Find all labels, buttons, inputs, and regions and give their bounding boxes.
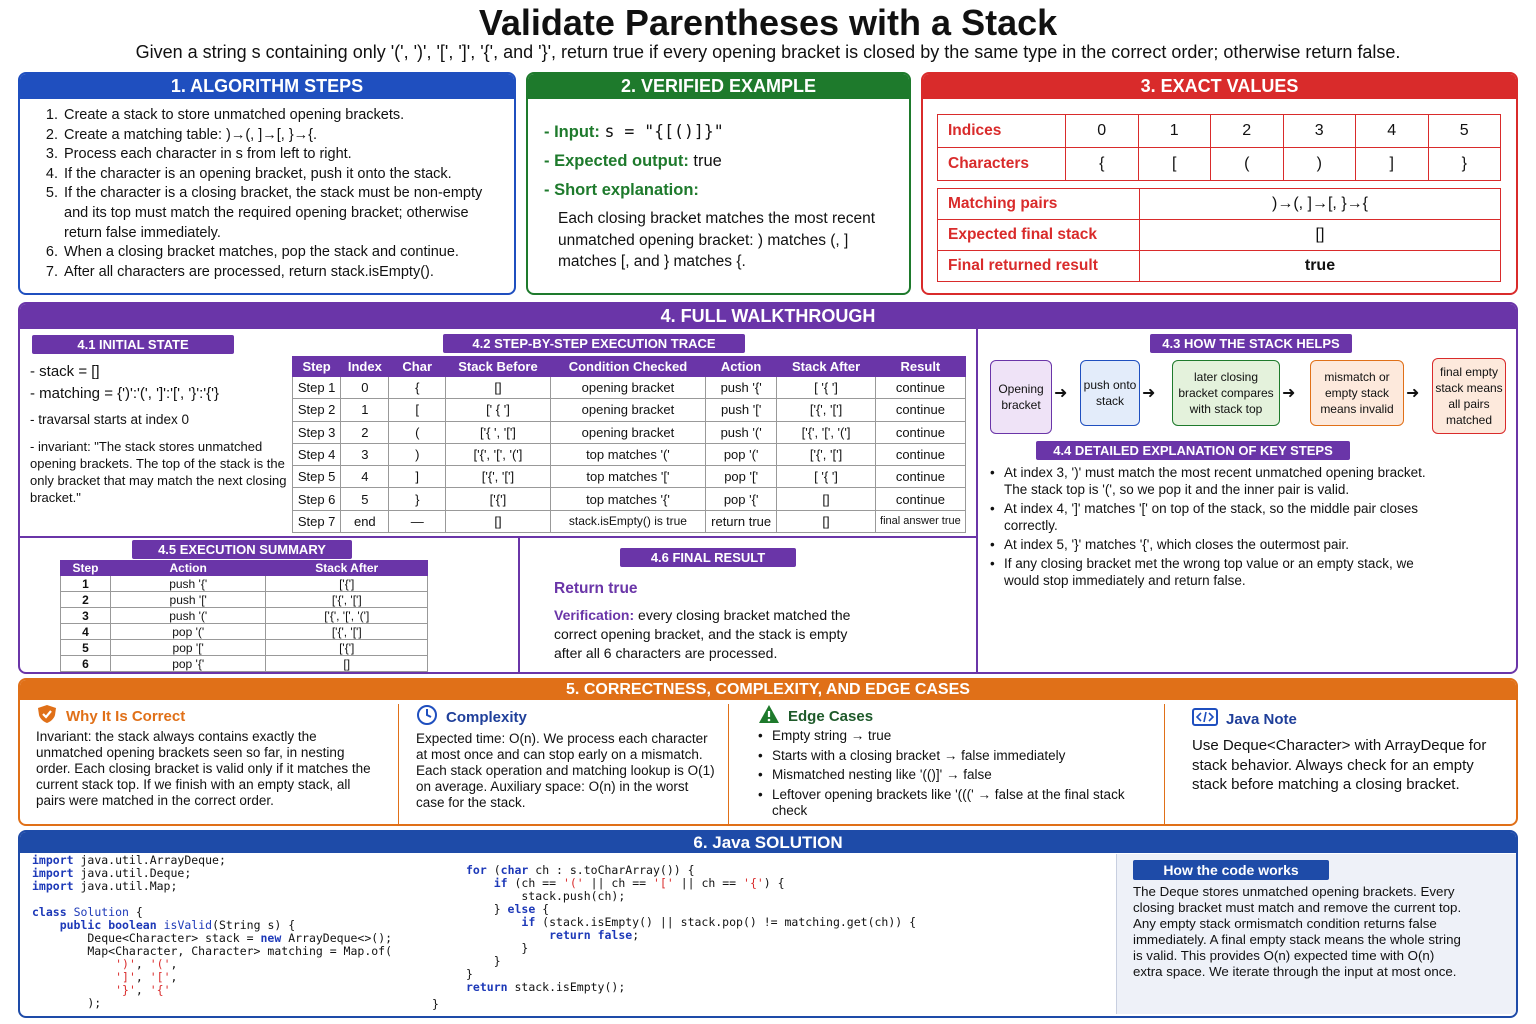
trace-cell: Step 2	[293, 399, 341, 421]
trace-cell: {	[389, 377, 446, 399]
summary-cell: 5	[61, 640, 111, 656]
summary-row	[61, 640, 428, 656]
card-divider	[398, 704, 399, 824]
code-icon	[1192, 708, 1218, 730]
page-title: Validate Parentheses with a Stack	[478, 2, 1058, 43]
key-steps-list	[990, 464, 1450, 591]
summary-row	[61, 608, 428, 624]
example-output: - Expected output: true	[544, 152, 722, 170]
trace-cell: continue	[875, 443, 965, 465]
character-cell: ]	[1356, 148, 1429, 181]
example-input: - Input: s = "{[()]}"	[544, 122, 724, 141]
code-line: }	[466, 941, 529, 955]
section-divider	[20, 536, 976, 538]
algorithm-step: 4. If the character is an opening bracket, push it onto the stack.	[62, 165, 510, 185]
summary-cell: 3	[61, 608, 111, 624]
correctness-panel	[18, 678, 1518, 826]
how-code-works-heading: How the code works	[1133, 860, 1329, 880]
code-line: stack.push(ch);	[466, 889, 626, 903]
java-note-title: Java Note	[1226, 710, 1297, 728]
character-cell: {	[1066, 148, 1139, 181]
code-line: return stack.isEmpty();	[466, 980, 626, 994]
trace-cell: }	[389, 488, 446, 510]
summary-cell: ['{']	[266, 640, 428, 656]
trace-column-header: Condition Checked	[550, 357, 705, 377]
trace-cell: 4	[341, 466, 389, 488]
trace-header-row	[293, 357, 966, 377]
complexity-title: Complexity	[446, 708, 527, 726]
algorithm-steps-list	[40, 106, 510, 282]
trace-cell: Step 1	[293, 377, 341, 399]
code-block-right	[466, 864, 916, 994]
trace-column-header: Action	[706, 357, 777, 377]
trace-cell: []	[446, 377, 551, 399]
summary-row	[61, 576, 428, 592]
result-label: Final returned result	[938, 251, 1140, 282]
flow-box: push onto stack	[1080, 360, 1140, 426]
trace-cell: [ '{ ']	[777, 466, 876, 488]
code-line: import java.util.ArrayDeque;	[32, 853, 226, 867]
trace-cell: end	[341, 510, 389, 532]
trace-cell: pop '('	[706, 443, 777, 465]
trace-row	[293, 421, 966, 443]
verified-example-heading: 2. VERIFIED EXAMPLE	[528, 74, 909, 99]
example-short-label: - Short explanation:	[544, 181, 699, 199]
java-solution-panel	[18, 830, 1518, 1018]
code-line: if (ch == '(' || ch == '[' || ch == '{') {	[493, 876, 785, 890]
trace-cell: top matches '['	[550, 466, 705, 488]
trace-column-header: Step	[293, 357, 341, 377]
summary-cell: push '('	[110, 608, 266, 624]
indices-label: Indices	[938, 115, 1066, 148]
trace-column-header: Char	[389, 357, 446, 377]
code-line: Map<Character, Character> matching = Map.of(	[32, 944, 393, 958]
java-note-body: Use Deque<Character> with ArrayDeque for stack behavior. Always check for an empty stack before matching a closing bracket.	[1192, 737, 1487, 793]
initial-stack: - stack = []	[30, 363, 100, 380]
execution-summary-heading: 4.5 EXECUTION SUMMARY	[132, 540, 352, 559]
warning-triangle-icon	[758, 704, 780, 728]
character-cell: )	[1283, 148, 1356, 181]
summary-cell: 4	[61, 624, 111, 640]
code-line: for (char ch : s.toCharArray()) {	[466, 863, 695, 877]
initial-matching: - matching = {')':'(', ']':'[', '}':'{'}	[30, 385, 220, 402]
trace-column-header: Stack Before	[446, 357, 551, 377]
arrow-right-icon: ➜	[1054, 385, 1068, 402]
edge-case-item: • Leftover opening brackets like '(((' → false at the final stack check	[758, 787, 1158, 819]
trace-cell: continue	[875, 377, 965, 399]
key-step-item: • If any closing bracket met the wrong top value or an empty stack, we would stop immediately and return false.	[990, 555, 1450, 589]
summary-cell: 1	[61, 576, 111, 592]
why-correct-title: Why It Is Correct	[66, 707, 186, 725]
trace-cell: opening bracket	[550, 399, 705, 421]
trace-cell: top matches '('	[550, 443, 705, 465]
code-line: '}', '{'	[115, 983, 171, 997]
summary-cell: pop '['	[110, 640, 266, 656]
trace-cell: Step 3	[293, 421, 341, 443]
full-walkthrough-heading: 4. FULL WALKTHROUGH	[20, 304, 1516, 329]
initial-invariant: - invariant: "The stack stores unmatched opening brackets. The top of the stack is the only bracket that may match the next closing bracket."	[30, 439, 287, 505]
exact-values-panel	[921, 72, 1518, 295]
why-correct-card	[36, 704, 376, 824]
card-divider	[1164, 704, 1165, 824]
verified-example-panel	[526, 72, 911, 295]
edge-case-item: • Starts with a closing bracket → false immediately	[758, 748, 1158, 764]
trace-cell: Step 6	[293, 488, 341, 510]
code-line: ')', '(',	[115, 957, 178, 971]
summary-row	[61, 656, 428, 672]
key-step-item: • At index 3, ')' must match the most recent unmatched opening bracket. The stack top is '(', so we pop it and the inner pair is valid.	[990, 464, 1450, 498]
code-block-left	[32, 854, 392, 1010]
final-result-value: Return true	[554, 580, 638, 597]
trace-cell: []	[777, 510, 876, 532]
trace-cell: Step 4	[293, 443, 341, 465]
trace-cell: stack.isEmpty() is true	[550, 510, 705, 532]
code-line: return false;	[549, 928, 640, 942]
trace-cell: ['{', '[']	[446, 466, 551, 488]
trace-column-header: Index	[341, 357, 389, 377]
trace-cell: (	[389, 421, 446, 443]
algorithm-steps-panel	[18, 72, 516, 295]
flow-box: final empty stack means all pairs matched	[1432, 358, 1506, 434]
flow-box: later closing bracket compares with stack top	[1172, 360, 1280, 426]
index-cell: 1	[1138, 115, 1211, 148]
summary-cell: push '['	[110, 592, 266, 608]
trace-column-header: Stack After	[777, 357, 876, 377]
summary-cell: pop '{'	[110, 656, 266, 672]
full-walkthrough-panel	[18, 302, 1518, 674]
card-divider	[728, 704, 729, 824]
trace-cell: continue	[875, 488, 965, 510]
summary-cell: []	[266, 656, 428, 672]
arrow-right-icon: ➜	[1282, 385, 1296, 402]
algorithm-step: 6. When a closing bracket matches, pop the stack and continue.	[62, 243, 510, 263]
edge-case-item: • Empty string → true	[758, 728, 1158, 744]
execution-summary-table	[60, 560, 428, 672]
trace-cell: return true	[706, 510, 777, 532]
trace-row	[293, 399, 966, 421]
key-steps-heading: 4.4 DETAILED EXPLANATION OF KEY STEPS	[1036, 441, 1350, 460]
algorithm-step: 3. Process each character in s from left to right.	[62, 145, 510, 165]
trace-cell: —	[389, 510, 446, 532]
trace-heading: 4.2 STEP-BY-STEP EXECUTION TRACE	[443, 334, 745, 353]
shield-check-icon	[36, 704, 58, 728]
edge-cases-list	[758, 728, 1158, 822]
exact-values-heading: 3. EXACT VALUES	[923, 74, 1516, 99]
edge-cases-title: Edge Cases	[788, 707, 874, 725]
trace-cell: ['{ ', '[']	[446, 421, 551, 443]
character-cell: }	[1428, 148, 1501, 181]
summary-cell: ['{', '[']	[266, 592, 428, 608]
code-line: );	[32, 996, 102, 1010]
summary-cell: 2	[61, 592, 111, 608]
trace-cell: [' { ']	[446, 399, 551, 421]
trace-cell: [ '{ ']	[777, 377, 876, 399]
trace-column-header: Result	[875, 357, 965, 377]
summary-cell: ['{', '[']	[266, 624, 428, 640]
summary-cell: ['{']	[266, 576, 428, 592]
trace-cell: ]	[389, 466, 446, 488]
characters-label: Characters	[938, 148, 1066, 181]
index-cell: 3	[1283, 115, 1356, 148]
final-verification: Verification: every closing bracket matched the correct opening bracket, and the stack is empty after all 6 characters are processed.	[554, 607, 851, 661]
code-closing-brace: }	[432, 997, 439, 1011]
stack-helps-heading: 4.3 HOW THE STACK HELPS	[1150, 334, 1352, 353]
arrow-right-icon: ➜	[1142, 385, 1156, 402]
matching-pairs-value: )→(, ]→[, }→{	[1140, 189, 1501, 220]
initial-state-heading: 4.1 INITIAL STATE	[32, 335, 234, 354]
complexity-body: Expected time: O(n). We process each character at most once and can stop early on a mismatch. Each stack operation and matching lookup is O(1) on average. Auxiliary space: O(n) in the worst case for the stack.	[416, 731, 715, 810]
code-line: public boolean isValid(String s) {	[59, 918, 296, 932]
trace-cell: ['{']	[446, 488, 551, 510]
result-value: true	[1140, 251, 1501, 282]
trace-cell: pop '{'	[706, 488, 777, 510]
trace-cell: ['{', '[', '(']	[777, 421, 876, 443]
how-code-works-box	[1116, 854, 1518, 1014]
code-line: class Solution {	[32, 905, 143, 919]
index-cell: 2	[1211, 115, 1284, 148]
trace-cell: Step 7	[293, 510, 341, 532]
edge-case-item: • Mismatched nesting like '(()]' → false	[758, 767, 1158, 783]
trace-cell: final answer true	[875, 510, 965, 532]
trace-cell: push '('	[706, 421, 777, 443]
index-cell: 5	[1428, 115, 1501, 148]
code-line: if (stack.isEmpty() || stack.pop() != matching.get(ch)) {	[521, 915, 917, 929]
section-divider	[976, 328, 978, 674]
summary-values-table	[937, 188, 1501, 282]
arrow-right-icon: ➜	[1406, 385, 1420, 402]
key-step-item: • At index 4, ']' matches '[' on top of the stack, so the middle pair closes correctly.	[990, 500, 1450, 534]
trace-cell: top matches '{'	[550, 488, 705, 510]
trace-cell: )	[389, 443, 446, 465]
code-line: }	[466, 954, 501, 968]
trace-cell: Step 5	[293, 466, 341, 488]
code-line: Deque<Character> stack = new ArrayDeque<>();	[32, 931, 393, 945]
trace-cell: []	[446, 510, 551, 532]
trace-row	[293, 510, 966, 532]
trace-cell: 0	[341, 377, 389, 399]
trace-cell: continue	[875, 466, 965, 488]
trace-cell: push '{'	[706, 377, 777, 399]
summary-column-header: Stack After	[266, 561, 428, 576]
clock-icon	[416, 704, 438, 730]
code-line: }	[466, 967, 473, 981]
trace-row	[293, 488, 966, 510]
trace-cell: 3	[341, 443, 389, 465]
trace-cell: []	[777, 488, 876, 510]
trace-cell: push '['	[706, 399, 777, 421]
trace-cell: 1	[341, 399, 389, 421]
summary-cell: pop '('	[110, 624, 266, 640]
character-cell: (	[1211, 148, 1284, 181]
summary-header-row	[61, 561, 428, 576]
page-subtitle: Given a string s containing only '(', ')', '[', ']', '{', and '}', return true if every opening bracket is closed by the same type in the correct order; otherwise return false.	[135, 42, 1401, 62]
algorithm-step: 5. If the character is a closing bracket, the stack must be non-empty and its top must match the required opening bracket; otherwise return false immediately.	[62, 184, 510, 243]
character-cell: [	[1138, 148, 1211, 181]
final-result-heading: 4.6 FINAL RESULT	[620, 548, 796, 567]
algorithm-step: 1. Create a stack to store unmatched opening brackets.	[62, 106, 510, 126]
summary-column-header: Step	[61, 561, 111, 576]
algorithm-step: 7. After all characters are processed, return stack.isEmpty().	[62, 263, 510, 283]
algorithm-step: 2. Create a matching table: )→(, ]→[, }→{.	[62, 126, 510, 146]
section-divider	[518, 536, 520, 674]
key-step-item: • At index 5, '}' matches '{', which closes the outermost pair.	[990, 536, 1450, 553]
final-stack-label: Expected final stack	[938, 220, 1140, 251]
initial-traversal: - travarsal starts at index 0	[30, 412, 190, 427]
trace-cell: ['{', '[', '(']	[446, 443, 551, 465]
execution-trace-table	[292, 356, 966, 533]
how-code-works-body: The Deque stores unmatched opening brackets. Every closing bracket must match and remove the current top. Any empty stack ormismatch condition returns false immediately. A final empty stack means the whole string is valid. This provides O(n) expected time with O(n) extra space. We iterate through the input at most once.	[1133, 884, 1462, 979]
trace-cell: pop '['	[706, 466, 777, 488]
trace-cell: ['{', '[']	[777, 443, 876, 465]
indices-characters-table	[937, 114, 1501, 181]
trace-cell: continue	[875, 421, 965, 443]
trace-cell: ['{', '[']	[777, 399, 876, 421]
trace-cell: opening bracket	[550, 377, 705, 399]
trace-row	[293, 443, 966, 465]
trace-row	[293, 466, 966, 488]
trace-cell: 2	[341, 421, 389, 443]
summary-cell: ['{', '[', '(']	[266, 608, 428, 624]
java-solution-heading: 6. Java SOLUTION	[20, 832, 1516, 853]
summary-row	[61, 624, 428, 640]
trace-row	[293, 377, 966, 399]
trace-cell: opening bracket	[550, 421, 705, 443]
complexity-card	[416, 704, 716, 824]
summary-cell: 6	[61, 656, 111, 672]
algorithm-steps-heading: 1. ALGORITHM STEPS	[20, 74, 514, 99]
final-stack-value: []	[1140, 220, 1501, 251]
edge-cases-card	[758, 704, 1158, 824]
why-correct-body: Invariant: the stack always contains exactly the unmatched opening brackets seen so far, in nesting order. Each closing bracket is valid only if it matches the current stack top. If we finish with an empty stack, all pairs were matched in the correct order.	[36, 729, 371, 808]
code-line: } else {	[466, 902, 550, 916]
summary-row	[61, 592, 428, 608]
trace-cell: 5	[341, 488, 389, 510]
trace-cell: continue	[875, 399, 965, 421]
example-explanation: Each closing bracket matches the most recent unmatched opening bracket: ) matches (, ] matches [, and } matches {.	[558, 210, 876, 270]
correctness-heading: 5. CORRECTNESS, COMPLEXITY, AND EDGE CASES	[20, 680, 1516, 700]
matching-pairs-label: Matching pairs	[938, 189, 1140, 220]
flow-box: Opening bracket	[990, 360, 1052, 434]
flow-box: mismatch or empty stack means invalid	[1310, 360, 1404, 426]
index-cell: 0	[1066, 115, 1139, 148]
code-line: ']', '[',	[115, 970, 178, 984]
summary-cell: push '{'	[110, 576, 266, 592]
code-line: import java.util.Map;	[32, 879, 178, 893]
java-note-card	[1192, 704, 1492, 824]
trace-cell: [	[389, 399, 446, 421]
summary-column-header: Action	[110, 561, 266, 576]
index-cell: 4	[1356, 115, 1429, 148]
code-line: import java.util.Deque;	[32, 866, 192, 880]
